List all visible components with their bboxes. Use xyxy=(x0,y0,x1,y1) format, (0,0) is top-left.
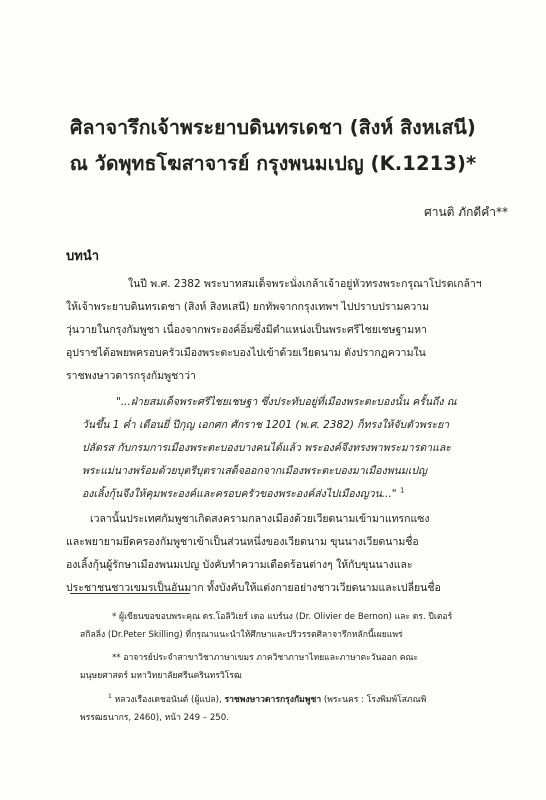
footnote-number: 1 xyxy=(108,693,112,701)
paragraph-line: วุ่นวายในกรุงกัมพูชา เนื่องจากพระองค์อิ่มซึ่งมีตำแหน่งเป็นพระศรีไชยเชษฐามหา xyxy=(66,324,427,336)
title-line-1: ศิลาจารึกเจ้าพระยาบดินทรเดชา (สิงห์ สิงหเสนี) xyxy=(70,116,476,139)
footnote-line xyxy=(108,692,426,706)
footnote-ref: 1 xyxy=(400,486,405,495)
quote-line xyxy=(82,485,404,502)
paragraph-line: ให้เจ้าพระยาบดินทรเดชา (สิงห์ สิงหเสนี) ยกทัพจากกรุงเทพฯ ไปปราบปรามความ xyxy=(66,301,430,313)
footnote-line: พรรฒธนากร, 2460), หน้า 249 – 250. xyxy=(80,713,229,723)
footnote-line: มนุษยศาสตร์ มหาวิทยาลัยศรีนครินทรวิโรฒ xyxy=(80,671,242,681)
footnote-book-title: ราชพงษาวดารกรุงกัมพูชา xyxy=(224,695,322,705)
section-heading: บทนำ xyxy=(66,249,100,264)
paragraph-line: ราชพงษาวดารกรุงกัมพูชาว่า xyxy=(66,370,196,382)
footnote-text: หลวงเรืองเดชอนันต์ (ผู้แปล), xyxy=(114,695,225,705)
footnote-line: สกิลลิ่ง (Dr.Peter Skilling) ที่กรุณาแนะนำให้ศึกษาและปริวรรตศิลาจารึกหลักนี้เผยแพร่ xyxy=(80,630,403,640)
footnote-line: * ผู้เขียนขอขอบพระคุณ ดร.โอลิวิเยร์ เดอ แบร์นง (Dr. Olivier de Bernon) และ ดร. ปีเตอร์ xyxy=(112,612,453,622)
paragraph-line: อุปราชได้อพยพครอบครัวเมืองพระตะบองไปเข้าด้วยเวียดนาม ดังปรากฏความใน xyxy=(66,347,426,359)
paragraph-line: ในปี พ.ศ. 2382 พระบาทสมเด็จพระนั่งเกล้าเจ้าอยู่หัวทรงพระกรุณาโปรดเกล้าฯ xyxy=(128,278,482,290)
footnote-line: ** อาจารย์ประจำสาขาวิชาภาษาเขมร ภาควิชาภาษาไทยและภาษาตะวันออก คณะ xyxy=(112,653,419,663)
paragraph-line: ประชาชนชาวเขมรเป็นอันมาก ทั้งบังคับให้แต่งกายอย่างชาวเวียดนามและเปลี่ยนชื่อ xyxy=(66,582,441,594)
author-name: ศานติ ภักดีคำ** xyxy=(424,205,508,219)
quote-line: วันขึ้น 1 ค่ำ เดือนยี่ ปีกุญ เอกศก ศักราช 1201 (พ.ศ. 2382) ก็ทรงให้จับตัวพระยา xyxy=(82,419,450,431)
quote-text: องเลิ้งกุ้นจึงให้คุมพระองค์และครอบครัวของพระองค์ส่งไปเมืองญวน..." xyxy=(82,488,397,500)
title-line-2: ณ วัดพุทธโฆสาจารย์ กรุงพนมเปญ (K.1213)* xyxy=(69,152,477,175)
paragraph-line: องเลิ้งกุ้นผู้รักษาเมืองพนมเปญ บังคับทำความเดือดร้อนต่างๆ ให้กับขุนนางและ xyxy=(66,559,413,571)
paragraph-line: และพยายามยึดครองกัมพูชาเข้าเป็นส่วนหนึ่งของเวียดนาม ขุนนางเวียดนามชื่อ xyxy=(66,536,419,548)
quote-line: "...ฝ่ายสมเด็จพระศรีไชยเชษฐา ซึ่งประทับอยู่ที่เมืองพระตะบองนั้น ครั้นถึง ณ xyxy=(116,396,457,408)
footnote-divider xyxy=(70,593,190,594)
footnote-text: (พระนคร : โรงพิมพ์โสภณพิ xyxy=(321,695,427,705)
quote-line: พระแม่นางพร้อมด้วยบุตรีบุตราเสด็จออกจากเมืองพระตะบองมาเมืองพนมเปญ xyxy=(82,465,427,477)
quote-line: ปลัดรส กับกรมการเมืองพระตะบองบางคนได้แล้ว พระองค์จึงทรงพาพระมารดาและ xyxy=(82,442,451,454)
paragraph-line: เวลานั้นประเทศกัมพูชาเกิดสงครามกลางเมืองด้วยเวียดนามเข้ามาแทรกแซง xyxy=(90,513,430,525)
